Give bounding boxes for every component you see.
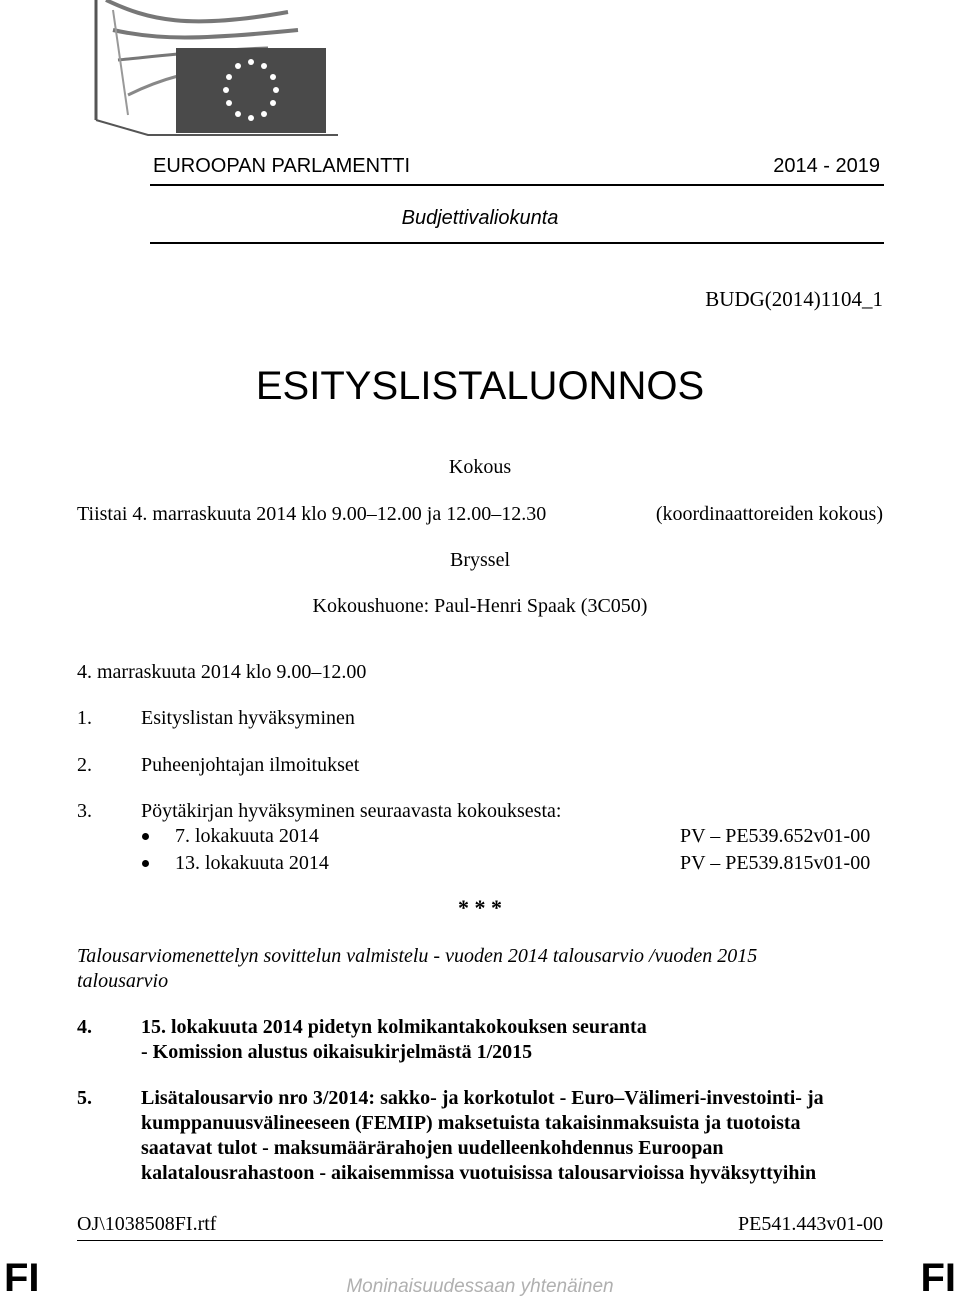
language-code-left: FI bbox=[4, 1256, 40, 1300]
header-divider bbox=[150, 184, 884, 186]
parliamentary-term: 2014 - 2019 bbox=[773, 155, 880, 177]
agenda-item-text: Pöytäkirjan hyväksyminen seuraavasta kokouksesta: bbox=[141, 800, 562, 822]
committee-name: Budjettivaliokunta bbox=[401, 207, 559, 229]
bullet-icon bbox=[142, 860, 149, 867]
agenda-item-number: 5. bbox=[77, 1087, 92, 1109]
eu-motto: Moninaisuudessaan yhtenäinen bbox=[346, 1276, 614, 1297]
agenda-item-text-line: kumppanuusvälineeseen (FEMIP) maksetuista takaisinmaksuista ja tuotoista bbox=[141, 1112, 801, 1134]
meeting-city: Bryssel bbox=[450, 549, 510, 571]
committee-divider bbox=[150, 242, 884, 244]
minutes-date: 7. lokakuuta 2014 bbox=[175, 825, 319, 847]
agenda-item-number: 1. bbox=[77, 707, 92, 729]
page-title: ESITYSLISTALUONNOS bbox=[255, 364, 705, 408]
agenda-item-text-line: kalatalousrahastoon - aikaisemmissa vuotuisissa talousarvioissa hyväksyttyihin bbox=[141, 1162, 817, 1184]
minutes-ref: PV – PE539.652v01-00 bbox=[680, 825, 871, 847]
agenda-item-text-line: saatavat tulot - maksumäärärahojen uudelleenkohdennus Euroopan bbox=[141, 1137, 724, 1159]
meeting-room: Kokoushuone: Paul-Henri Spaak (3C050) bbox=[312, 595, 648, 617]
footer-divider bbox=[77, 1240, 883, 1241]
agenda-item-number: 2. bbox=[77, 754, 92, 776]
document-reference: BUDG(2014)1104_1 bbox=[705, 287, 883, 311]
minutes-ref: PV – PE539.815v01-00 bbox=[680, 852, 871, 874]
european-parliament-logo bbox=[88, 0, 338, 140]
agenda-item-number: 3. bbox=[77, 800, 92, 822]
bullet-icon bbox=[142, 833, 149, 840]
section-separator: * * * bbox=[458, 895, 502, 920]
agenda-item-text: Lisätalousarvio nro 3/2014: sakko- ja korkotulot - Euro–Välimeri-investointi- ja bbox=[141, 1087, 824, 1109]
agenda-item-text: Esityslistan hyväksyminen bbox=[141, 707, 355, 729]
footer-file-name: OJ\1038508FI.rtf bbox=[77, 1213, 217, 1235]
institution-name: EUROOPAN PARLAMENTTI bbox=[153, 155, 411, 177]
minutes-date: 13. lokakuuta 2014 bbox=[175, 852, 329, 874]
section-title: Talousarviomenettelyn sovittelun valmistelu - vuoden 2014 talousarvio /vuoden 2015 bbox=[77, 945, 758, 967]
meeting-label: Kokous bbox=[448, 456, 512, 478]
meeting-coordinators: (koordinaattoreiden kokous) bbox=[655, 503, 883, 525]
footer-pe-number: PE541.443v01-00 bbox=[738, 1213, 883, 1235]
meeting-datetime: Tiistai 4. marraskuuta 2014 klo 9.00–12.00 ja 12.00–12.30 bbox=[77, 503, 547, 525]
agenda-item-number: 4. bbox=[77, 1016, 92, 1038]
language-code-right: FI bbox=[920, 1256, 956, 1300]
session-heading: 4. marraskuuta 2014 klo 9.00–12.00 bbox=[77, 661, 367, 683]
agenda-item-subtext: - Komission alustus oikaisukirjelmästä 1/2015 bbox=[141, 1041, 533, 1063]
agenda-item-text: Puheenjohtajan ilmoitukset bbox=[141, 754, 360, 776]
section-title-continued: talousarvio bbox=[77, 970, 169, 992]
agenda-item-text: 15. lokakuuta 2014 pidetyn kolmikantakokouksen seuranta bbox=[141, 1016, 647, 1038]
